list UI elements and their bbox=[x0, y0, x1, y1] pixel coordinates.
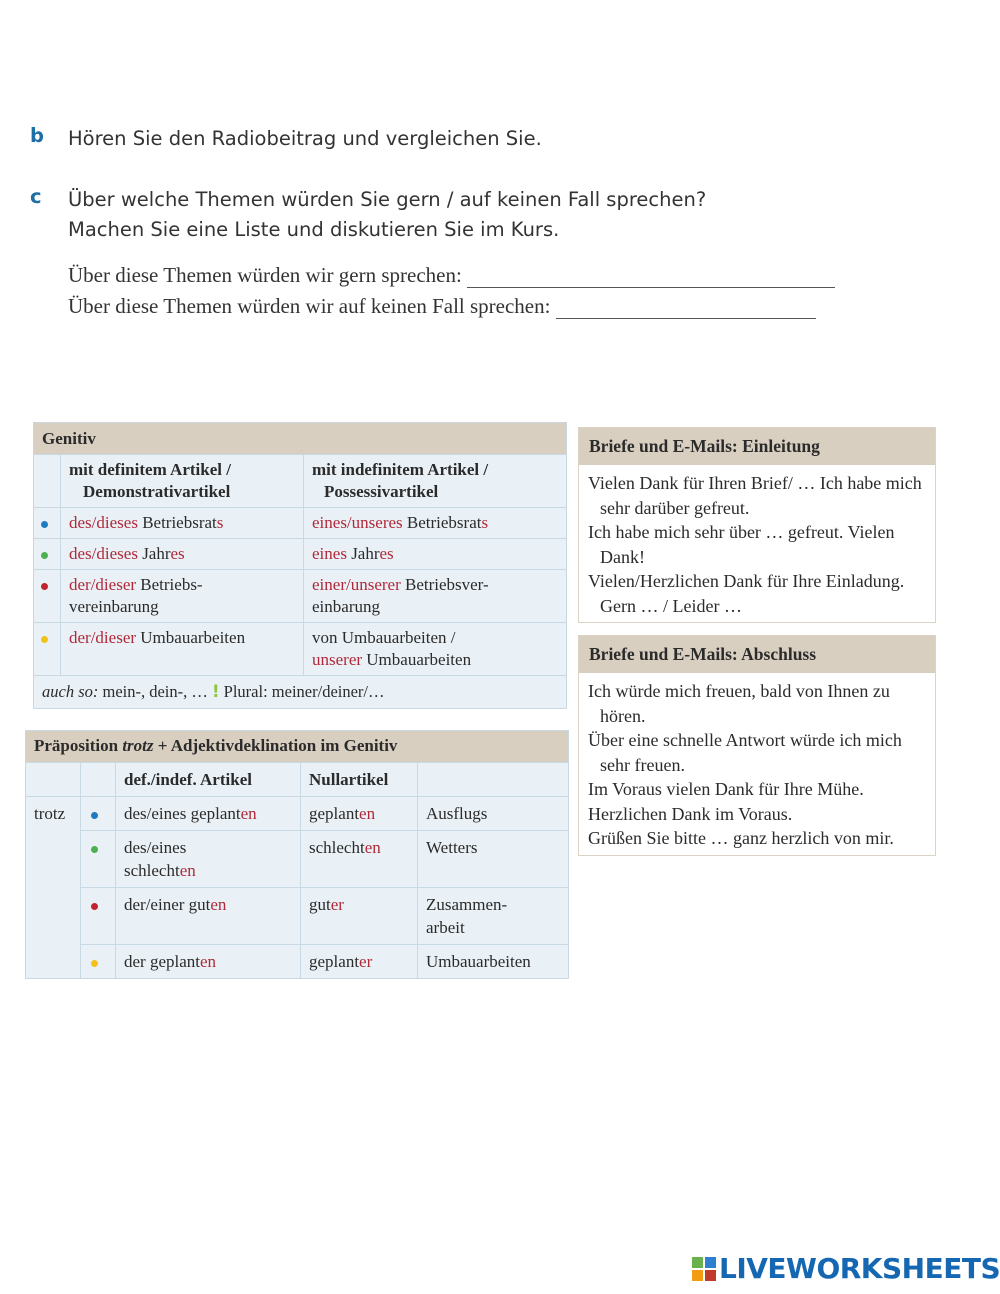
trotz-col-null: Nullartikel bbox=[301, 763, 418, 797]
trotz-title: Präposition trotz + Adjektivdeklination im Genitiv bbox=[26, 731, 568, 762]
genitiv-row-neut bbox=[34, 539, 566, 570]
abschluss-box bbox=[578, 635, 936, 856]
genitiv-title: Genitiv bbox=[34, 423, 566, 454]
trotz-col-def: def./indef. Artikel bbox=[116, 763, 301, 797]
highlighted-ending: s bbox=[481, 513, 489, 532]
task-c-line2: Machen Sie eine Liste und diskutieren Sie im Kurs. bbox=[68, 218, 560, 241]
genitiv-cell bbox=[304, 508, 567, 539]
genitiv-table bbox=[33, 422, 567, 709]
feminine-dot-icon bbox=[41, 583, 48, 590]
genitiv-cell bbox=[61, 539, 304, 570]
highlighted-ending: er bbox=[330, 895, 344, 914]
genitiv-cell bbox=[61, 623, 304, 676]
task-c-line1: Über welche Themen würden Sie gern / auf keinen Fall sprechen? bbox=[68, 188, 707, 211]
trotz-cell bbox=[116, 831, 301, 888]
fill-line-kein-label: Über diese Themen würden wir auf keinen Fall sprechen: bbox=[68, 294, 551, 318]
genitiv-row-fem bbox=[34, 570, 566, 623]
einleitung-title: Briefe und E-Mails: Einleitung bbox=[579, 428, 935, 465]
cell-text: des/eines geplant bbox=[124, 804, 241, 823]
genitiv-col-indefinit: mit indefinitem Artikel / Possessivartikel bbox=[304, 455, 567, 508]
cell-text: Jahr bbox=[346, 544, 380, 563]
highlighted-ending: en bbox=[210, 895, 227, 914]
genitiv-cell bbox=[304, 539, 567, 570]
genitiv-footer: auch so: mein-, dein-, … ! Plural: meiner/deiner/… bbox=[34, 675, 566, 708]
list-item: Ich habe mich sehr über … gefreut. Vielen Dank! bbox=[588, 522, 895, 567]
trotz-noun: Ausflugs bbox=[418, 797, 569, 831]
logo-text: LIVEWORKSHEETS bbox=[719, 1252, 1000, 1285]
cell-text: der/einer gut bbox=[124, 895, 211, 914]
trotz-table bbox=[25, 730, 569, 979]
list-item: Im Voraus vielen Dank für Ihre Mühe. bbox=[588, 779, 864, 799]
cell-text: der geplant bbox=[124, 952, 200, 971]
trotz-noun: Wetters bbox=[418, 831, 569, 888]
trotz-cell bbox=[301, 831, 418, 888]
masculine-dot-icon bbox=[41, 521, 48, 528]
genitiv-cell bbox=[304, 623, 567, 676]
fill-line-kein bbox=[68, 294, 816, 319]
fill-blank-kein[interactable] bbox=[556, 296, 816, 319]
trotz-cell bbox=[116, 888, 301, 945]
feminine-dot-icon bbox=[91, 903, 98, 910]
neuter-dot-icon bbox=[41, 552, 48, 559]
trotz-cell bbox=[301, 888, 418, 945]
genitiv-cell bbox=[304, 570, 567, 623]
liveworksheets-logo-icon bbox=[692, 1257, 716, 1281]
trotz-cell bbox=[301, 797, 418, 831]
masculine-dot-icon bbox=[91, 812, 98, 819]
highlighted-ending: en bbox=[364, 838, 381, 857]
cell-text: geplant bbox=[309, 952, 360, 971]
list-item: Ich würde mich freuen, bald von Ihnen zu hören. bbox=[588, 681, 890, 726]
liveworksheets-logo[interactable] bbox=[692, 1252, 1000, 1285]
genitiv-row-masc bbox=[34, 508, 566, 539]
cell-text: von Umbauarbeiten / bbox=[312, 628, 456, 647]
cell-text: Umbauarbeiten bbox=[136, 628, 246, 647]
einleitung-box bbox=[578, 427, 936, 623]
highlighted-ending: en bbox=[240, 804, 257, 823]
fill-blank-gern[interactable] bbox=[467, 265, 835, 288]
highlighted-ending: en bbox=[179, 861, 196, 880]
highlighted-ending: einer/unserer bbox=[312, 575, 401, 594]
list-item: Vielen/Herzlichen Dank für Ihre Einladung. Gern … / Leider … bbox=[588, 571, 905, 616]
trotz-noun: Zusammen- arbeit bbox=[418, 888, 569, 945]
task-b-text: Hören Sie den Radiobeitrag und vergleichen Sie. bbox=[68, 127, 542, 150]
highlighted-ending: en bbox=[359, 804, 376, 823]
list-item: Vielen Dank für Ihren Brief/ … Ich habe mich sehr darüber gefreut. bbox=[588, 473, 922, 518]
genitiv-cell bbox=[61, 570, 304, 623]
genitiv-col-definit: mit definitem Artikel / Demonstrativartikel bbox=[61, 455, 304, 508]
highlighted-ending: er bbox=[359, 952, 373, 971]
highlighted-ending: es bbox=[170, 544, 185, 563]
cell-text: Betriebsrat bbox=[137, 513, 217, 532]
highlighted-ending: des/dieses bbox=[69, 513, 138, 532]
trotz-cell bbox=[116, 945, 301, 979]
trotz-row-masc bbox=[26, 797, 568, 831]
genitiv-header-row bbox=[34, 455, 566, 508]
cell-text: Betriebsver- bbox=[400, 575, 489, 594]
highlighted-ending: des/dieses bbox=[69, 544, 138, 563]
exclamation-icon: ! bbox=[212, 682, 220, 701]
fill-line-gern-label: Über diese Themen würden wir gern sprechen: bbox=[68, 263, 462, 287]
highlighted-ending: unserer bbox=[312, 650, 363, 669]
genitiv-row-plural bbox=[34, 623, 566, 676]
cell-text: Betriebs- bbox=[136, 575, 203, 594]
trotz-cell bbox=[116, 797, 301, 831]
highlighted-ending: en bbox=[200, 952, 217, 971]
trotz-row-neut bbox=[26, 831, 568, 888]
list-item: Über eine schnelle Antwort würde ich mich sehr freuen. bbox=[588, 730, 902, 775]
trotz-noun: Umbauarbeiten bbox=[418, 945, 569, 979]
highlighted-ending: der/dieser bbox=[69, 628, 137, 647]
highlighted-ending: es bbox=[379, 544, 394, 563]
plural-dot-icon bbox=[91, 960, 98, 967]
neuter-dot-icon bbox=[91, 846, 98, 853]
highlighted-ending: eines/unseres bbox=[312, 513, 403, 532]
list-item: Herzlichen Dank im Voraus. bbox=[588, 803, 793, 824]
fill-line-gern bbox=[68, 263, 835, 288]
abschluss-list bbox=[579, 673, 935, 855]
cell-text: Betriebsrat bbox=[402, 513, 482, 532]
list-item: Grüßen Sie bitte … ganz herzlich von mir. bbox=[588, 828, 894, 848]
trotz-cell bbox=[301, 945, 418, 979]
abschluss-title: Briefe und E-Mails: Abschluss bbox=[579, 636, 935, 673]
einleitung-list bbox=[579, 465, 935, 622]
task-c-letter: c bbox=[30, 185, 42, 208]
cell-text: des/eines bbox=[124, 838, 187, 857]
cell-text: Umbauarbeiten bbox=[362, 650, 472, 669]
cell-text: geplant bbox=[309, 804, 360, 823]
cell-text: vereinbarung bbox=[69, 597, 159, 616]
cell-text: gut bbox=[309, 895, 331, 914]
cell-text: einbarung bbox=[312, 597, 380, 616]
highlighted-ending: eines bbox=[312, 544, 347, 563]
trotz-header-row bbox=[26, 763, 568, 797]
cell-text: Jahr bbox=[137, 544, 171, 563]
trotz-row-plural bbox=[26, 945, 568, 979]
task-b-letter: b bbox=[30, 124, 44, 147]
trotz-preposition: trotz bbox=[26, 797, 81, 979]
highlighted-ending: s bbox=[216, 513, 224, 532]
cell-text: schlecht bbox=[309, 838, 365, 857]
trotz-row-fem bbox=[26, 888, 568, 945]
cell-text: schlecht bbox=[124, 861, 180, 880]
plural-dot-icon bbox=[41, 636, 48, 643]
highlighted-ending: der/dieser bbox=[69, 575, 137, 594]
genitiv-cell bbox=[61, 508, 304, 539]
